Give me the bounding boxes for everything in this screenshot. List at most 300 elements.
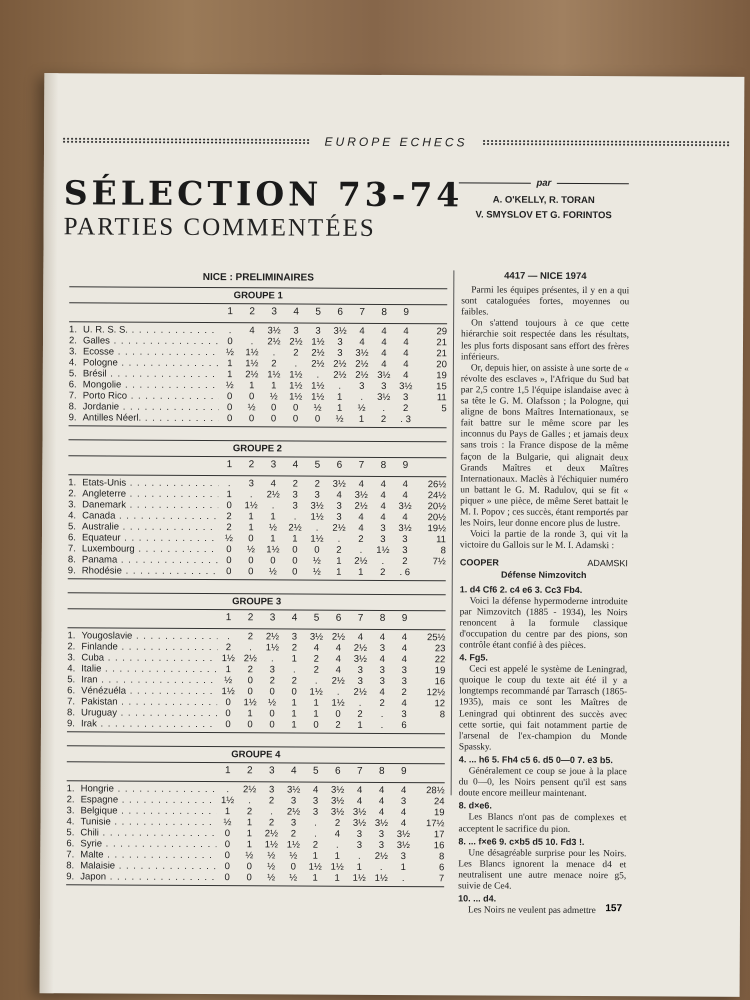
country-name: Ecosse . . . — [83, 346, 219, 358]
total-score: 15 — [436, 381, 447, 393]
score-cell: . — [226, 784, 230, 796]
rank: 2. — [68, 335, 77, 347]
score-cell: 2 — [401, 687, 407, 699]
table-rule — [69, 425, 447, 428]
table-row — [68, 565, 446, 578]
score-cell: 2½ — [332, 522, 346, 534]
table-row — [67, 718, 445, 731]
score-cell: 0 — [269, 719, 275, 731]
score-cell: 2½ — [243, 784, 257, 796]
column-number: 7 — [358, 459, 365, 471]
score-cell: 3 — [293, 325, 299, 337]
score-cell: 1 — [337, 391, 343, 403]
game-heading: 4417 — NICE 1974 — [504, 270, 587, 283]
column-number: 6 — [337, 306, 343, 318]
score-cell: 1½ — [289, 391, 303, 403]
score-cell: 3 — [336, 511, 342, 523]
score-cell: 3 — [402, 545, 408, 557]
score-cell: 0 — [225, 697, 231, 709]
score-cell: . — [271, 500, 275, 512]
score-cell: . — [337, 533, 341, 545]
column-number: 1 — [225, 612, 232, 624]
rank: 7. — [67, 696, 76, 708]
score-cell: . — [248, 795, 251, 807]
column-number: 7 — [359, 306, 365, 318]
score-cell: 1 — [227, 369, 233, 381]
score-cell: 3 — [400, 851, 406, 863]
score-cell: . — [314, 817, 317, 829]
score-cell: 4 — [381, 336, 387, 348]
score-cell: 0 — [292, 544, 298, 556]
score-cell: . 6 — [399, 567, 411, 579]
score-cell: 3½ — [352, 817, 367, 829]
moves: 8. ... f×e6 9. c×b5 d5 10. Fd3 !. — [458, 835, 585, 847]
score-cell: 4 — [402, 479, 408, 491]
moves: 4. Fg5. — [459, 652, 488, 663]
group-table — [68, 439, 447, 581]
score-cell: 1½ — [245, 358, 259, 370]
score-cell: 1½ — [330, 861, 344, 873]
score-cell: 2½ — [355, 369, 369, 381]
column-number: 6 — [334, 765, 341, 777]
total-score: 24 — [433, 796, 445, 808]
score-cell: 3½ — [310, 500, 324, 512]
score-cell: 3 — [248, 478, 254, 490]
total-score: 28½ — [426, 785, 445, 797]
column-number: 3 — [269, 612, 276, 624]
score-cell: 1½ — [221, 686, 235, 698]
rank: 2. — [67, 641, 76, 653]
score-cell: 1 — [336, 555, 342, 567]
score-cell: 2 — [313, 653, 320, 665]
score-cell: 1 — [224, 806, 231, 818]
authors-line-2: V. SMYSLOV ET G. FORINTOS — [475, 209, 612, 222]
score-cell: 3½ — [353, 653, 367, 665]
moves: 1. d4 Cf6 2. c4 e6 3. Cc3 Fb4. — [459, 583, 583, 595]
table-row — [66, 871, 444, 884]
rank: 3. — [66, 805, 75, 817]
score-cell: 0 — [224, 828, 231, 840]
score-cell: 4 — [403, 370, 409, 382]
score-cell: . — [401, 873, 405, 885]
total-score: 11 — [436, 392, 447, 404]
score-cell: 3 — [402, 534, 408, 546]
country-name: Syrie . . . — [80, 838, 216, 850]
rank: 7. — [66, 849, 75, 861]
score-cell: 1 — [358, 413, 365, 425]
score-cell: 2½ — [331, 631, 346, 643]
rank: 8. — [66, 860, 75, 872]
group-title: GROUPE 2 — [232, 443, 283, 455]
column-number: 3 — [268, 765, 275, 777]
score-cell: 4 — [379, 631, 386, 643]
score-cell: 4 — [356, 784, 363, 796]
score-cell: 1½ — [331, 697, 345, 709]
score-cell: 3½ — [399, 381, 413, 393]
column-number: 5 — [313, 612, 320, 624]
score-cell: ½ — [312, 555, 321, 567]
column-number: 5 — [315, 306, 321, 318]
white-player: COOPER — [459, 557, 499, 568]
country-name: Etats-Unis . . . — [82, 477, 218, 489]
score-cell: 1 — [334, 872, 340, 884]
total-score — [416, 567, 446, 578]
score-cell: ½ — [267, 872, 276, 884]
score-cell: . — [227, 478, 231, 490]
score-cell: 4 — [380, 489, 386, 501]
country-name: Finlande . . . — [81, 641, 217, 653]
article-paragraph: Voici la partie de la ronde 3, qui vit la victoire du Gallois sur le M. I. Adamski : — [459, 529, 629, 552]
authors-block — [459, 177, 629, 225]
running-header — [62, 131, 730, 152]
rank: 5. — [68, 368, 77, 380]
page-subtitle: PARTIES COMMENTÉES — [63, 213, 376, 242]
score-cell: 2½ — [354, 500, 368, 512]
score-cell: 3½ — [330, 795, 345, 807]
score-cell: 0 — [246, 872, 252, 884]
score-cell: 2 — [246, 806, 253, 818]
score-cell: 3 — [315, 325, 321, 337]
score-cell: 1 — [312, 850, 318, 862]
score-cell: 3½ — [398, 523, 412, 535]
score-cell: 1 — [291, 697, 297, 709]
column-number: 9 — [402, 460, 409, 472]
score-cell: 1½ — [265, 642, 280, 654]
rank: 7. — [67, 543, 76, 555]
score-cell: 2 — [268, 795, 275, 807]
score-cell: 0 — [224, 872, 230, 884]
total-score: 23 — [434, 643, 446, 655]
score-cell: . — [228, 325, 232, 337]
score-cell: 2½ — [289, 336, 303, 348]
score-cell: . — [272, 347, 276, 359]
score-cell: 0 — [248, 566, 254, 578]
score-cell: 4 — [335, 653, 342, 665]
page-title: SÉLECTION 73-74 — [63, 173, 464, 215]
score-cell: 3 — [356, 839, 363, 851]
score-cell: ½ — [335, 413, 344, 425]
score-cell: 4 — [401, 698, 407, 710]
header-spacer — [417, 307, 447, 318]
score-cell: 4 — [336, 489, 342, 501]
score-cell: 3 — [290, 795, 297, 807]
score-cell: 2½ — [264, 828, 279, 840]
score-cell: 4 — [378, 795, 385, 807]
score-cell: 3½ — [267, 325, 281, 337]
column-number: 8 — [380, 459, 387, 471]
column-number: 1 — [227, 306, 233, 318]
score-cell: . — [270, 653, 274, 665]
commentary: Une désagréable surprise pour les Noirs. Les Blancs ignorent la menace d4 et neutralisent une autre menace noire g5, suivie de Ce4. — [458, 848, 627, 892]
score-cell: 4 — [400, 818, 407, 830]
rank: 5. — [68, 521, 77, 533]
score-cell: 2 — [314, 478, 320, 490]
score-cell: 6 — [401, 720, 407, 732]
score-cell: . — [316, 369, 320, 381]
rank: 4. — [67, 663, 76, 675]
score-cell: 2½ — [355, 358, 369, 370]
score-cell: 4 — [403, 326, 409, 338]
score-cell: ½ — [246, 544, 255, 556]
score-cell: 0 — [314, 413, 321, 425]
score-cell: 0 — [226, 413, 233, 425]
score-cell: 3 — [380, 533, 386, 545]
table-rule — [66, 884, 444, 887]
score-cell: 1 — [312, 872, 318, 884]
score-cell: . — [227, 631, 230, 643]
score-cell: 2 — [402, 556, 408, 568]
score-cell: 1 — [291, 653, 298, 665]
magazine-page — [40, 73, 745, 997]
country-name: Espagne . . . — [81, 794, 217, 806]
group-table — [69, 286, 448, 428]
score-cell: 0 — [335, 708, 341, 720]
group-title: GROUPE 3 — [232, 596, 282, 608]
country-name: Irak . . . — [81, 718, 217, 730]
score-cell: 2 — [226, 511, 232, 523]
score-cell: 4 — [313, 642, 320, 654]
column-number: 6 — [336, 459, 343, 471]
score-cell: . — [379, 861, 383, 873]
total-score: 20 — [436, 359, 447, 371]
score-cell: . — [314, 828, 317, 840]
score-cell: 1 — [336, 566, 342, 578]
score-cell: 2½ — [353, 686, 367, 698]
score-cell: 0 — [269, 708, 275, 720]
score-cell: 1 — [248, 511, 254, 523]
score-cell: ½ — [247, 402, 256, 414]
score-cell: 0 — [226, 500, 232, 512]
country-name: Porto Rico . . . — [83, 390, 219, 402]
score-cell: 3½ — [396, 829, 411, 841]
column-number: 2 — [246, 765, 253, 777]
score-cell: 1½ — [374, 872, 388, 884]
score-cell: 4 — [401, 643, 408, 655]
country-name: Australie . . . — [82, 521, 218, 533]
score-cell: 2½ — [286, 806, 301, 818]
opening-name: Défense Nimzovitch — [501, 570, 587, 581]
score-cell: 4 — [335, 642, 342, 654]
score-cell: 1 — [270, 533, 276, 545]
total-score: 26½ — [427, 479, 447, 491]
score-cell: 4 — [356, 795, 363, 807]
score-cell: 3 — [380, 522, 386, 534]
score-cell: . — [315, 522, 319, 534]
score-cell: 0 — [247, 686, 253, 698]
score-cell: 3½ — [355, 347, 369, 359]
score-cell: 3 — [379, 642, 386, 654]
country-name: Luxembourg . . . — [82, 543, 218, 555]
score-cell: 4 — [400, 785, 407, 797]
score-cell: 3½ — [287, 784, 301, 796]
score-cell: 1½ — [264, 839, 279, 851]
total-score: 20½ — [427, 512, 447, 524]
country-name: Mongolie . . . — [83, 379, 219, 391]
score-cell: 1 — [246, 839, 253, 851]
score-cell: 1 — [247, 708, 253, 720]
column-header-row — [68, 458, 446, 471]
country-name: U. R. S. S. . . . — [83, 324, 219, 336]
country-name: Antilles Néerl. . . . — [83, 412, 219, 424]
country-name: Danemark . . . — [82, 499, 218, 511]
score-cell: 2 — [247, 664, 253, 676]
column-number: 2 — [249, 306, 255, 318]
total-score: 6 — [438, 862, 445, 874]
score-cell: 2 — [290, 828, 297, 840]
group-title: GROUPE 4 — [231, 749, 281, 761]
country-name: Pologne . . . — [83, 357, 219, 369]
rank: 9. — [67, 565, 76, 577]
score-cell: 4 — [401, 632, 408, 644]
score-cell: 3 — [357, 664, 363, 676]
score-cell: 0 — [248, 413, 255, 425]
score-cell: 2 — [247, 631, 254, 643]
country-name: Malaisie . . . — [80, 860, 216, 872]
score-cell: 3½ — [333, 325, 347, 337]
score-cell: 2 — [402, 403, 409, 415]
score-cell: 2½ — [354, 555, 368, 567]
total-score — [415, 720, 445, 731]
score-cell: 1½ — [289, 369, 303, 381]
score-cell: 1½ — [267, 369, 281, 381]
total-score: 17 — [433, 829, 445, 841]
score-cell: ½ — [268, 566, 277, 578]
score-cell: 1½ — [221, 653, 235, 665]
score-cell: 2½ — [265, 631, 280, 643]
score-cell: 4 — [403, 359, 409, 371]
score-cell: 2½ — [266, 489, 280, 501]
score-cell: . — [382, 402, 386, 414]
rank: 1. — [66, 783, 75, 795]
score-cell: 0 — [226, 402, 233, 414]
score-cell: 1 — [271, 380, 277, 392]
score-cell: 3 — [269, 664, 275, 676]
column-header-row — [68, 611, 446, 624]
column-number: 5 — [314, 459, 321, 471]
rank: 6. — [67, 532, 76, 544]
score-cell: ½ — [289, 850, 298, 862]
table-rule — [67, 731, 445, 734]
score-cell: 1 — [334, 850, 340, 862]
score-cell: 4 — [334, 828, 341, 840]
score-cell: 2½ — [245, 369, 259, 381]
score-cell: 3 — [378, 839, 385, 851]
country-name: Cuba . . . — [81, 652, 217, 664]
score-cell: 1 — [291, 708, 297, 720]
score-cell: 2½ — [267, 336, 281, 348]
header-spacer — [69, 305, 219, 317]
score-cell: 1 — [357, 719, 363, 731]
total-score: 19 — [436, 370, 447, 382]
score-cell: 4 — [381, 358, 387, 370]
country-name: Rhodésie . . . — [82, 565, 218, 577]
score-cell: ½ — [289, 872, 298, 884]
score-cell: 3 — [357, 675, 363, 687]
score-cell: 4 — [403, 337, 409, 349]
rank: 9. — [68, 412, 77, 424]
score-cell: 2½ — [288, 522, 302, 534]
score-cell: . — [249, 489, 253, 501]
score-cell: 2½ — [311, 358, 325, 370]
score-cell: 1 — [270, 511, 276, 523]
score-cell: 2 — [380, 566, 386, 578]
score-cell: 3½ — [398, 501, 412, 513]
score-cell: 1½ — [289, 380, 303, 392]
score-cell: 4 — [379, 653, 386, 665]
score-cell: 3 — [292, 489, 298, 501]
group-table — [67, 592, 446, 734]
score-cell: 2½ — [374, 850, 388, 862]
score-cell: 2 — [335, 719, 341, 731]
total-score: 19½ — [427, 523, 447, 535]
score-cell: 2 — [226, 522, 232, 534]
score-cell: ½ — [224, 533, 233, 545]
score-cell: . — [380, 719, 384, 731]
score-cell: ½ — [267, 850, 276, 862]
score-cell: 1½ — [309, 686, 323, 698]
score-cell: 4 — [401, 654, 408, 666]
score-cell: 4 — [357, 631, 364, 643]
score-cell: 4 — [358, 511, 364, 523]
commentary: Les Noirs ne veulent pas admettre — [468, 905, 596, 917]
score-cell: 4 — [400, 807, 407, 819]
total-score: 24½ — [427, 490, 447, 502]
column-number: 3 — [270, 459, 277, 471]
score-cell: . — [250, 336, 254, 348]
score-cell: 3½ — [374, 817, 389, 829]
score-cell: 1 — [246, 828, 253, 840]
header-spacer — [68, 611, 218, 623]
score-cell: 0 — [290, 861, 296, 873]
header-dots-left — [62, 137, 311, 144]
country-name: Vénézuéla . . . — [81, 685, 217, 697]
score-cell: 3 — [401, 676, 407, 688]
column-number: 9 — [403, 307, 409, 319]
table-row — [69, 412, 447, 425]
article-paragraph: On s'attend toujours à ce que cette hiérarchie soit respectée dans les résultats, les plus forts disposant sans effort des frères inférieurs. — [460, 318, 630, 363]
moves: 4. ... h6 5. Fh4 c5 6. d5 0—0 7. e3 b5. — [458, 754, 613, 766]
commentary: Ceci est appelé le système de Leningrad, quoique le coup du texte ait été il y a longtemps recommandé par Tarrasch (1865-1935), mais ce sont les Maîtres de Leningrad qui obtinrent des succès avec cette sortie, qui fait notamment partie de l'arsenal de l'ex-champion du Monde Spassky. — [458, 664, 628, 753]
score-cell: 2 — [380, 413, 387, 425]
score-cell: 0 — [270, 555, 276, 567]
score-cell: ½ — [225, 380, 234, 392]
authors-line-1: A. O'KELLY, R. TORAN — [492, 194, 595, 207]
country-name: Chili . . . — [80, 827, 216, 839]
country-name: Malte . . . — [80, 849, 216, 861]
article-column — [458, 270, 629, 917]
column-number: 6 — [335, 612, 342, 624]
score-cell: 0 — [292, 555, 298, 567]
total-score: 22 — [434, 654, 446, 666]
score-cell: 1 — [356, 861, 362, 873]
moves: 8. d×e6. — [458, 800, 492, 811]
score-cell: ½ — [224, 675, 233, 687]
score-cell: 4 — [270, 478, 276, 490]
total-score: 19 — [433, 807, 445, 819]
header-spacer — [68, 458, 218, 470]
score-cell: 0 — [247, 719, 253, 731]
score-cell: . — [336, 839, 339, 851]
score-cell: 0 — [269, 686, 275, 698]
score-cell: ½ — [225, 347, 234, 359]
group-table — [66, 745, 445, 887]
header-dots-right — [482, 139, 731, 146]
country-name: Tunisie . . . — [80, 816, 216, 828]
rank: 3. — [67, 652, 76, 664]
score-cell: ½ — [245, 850, 254, 862]
score-cell: ½ — [313, 402, 322, 414]
column-number: 7 — [357, 612, 364, 624]
